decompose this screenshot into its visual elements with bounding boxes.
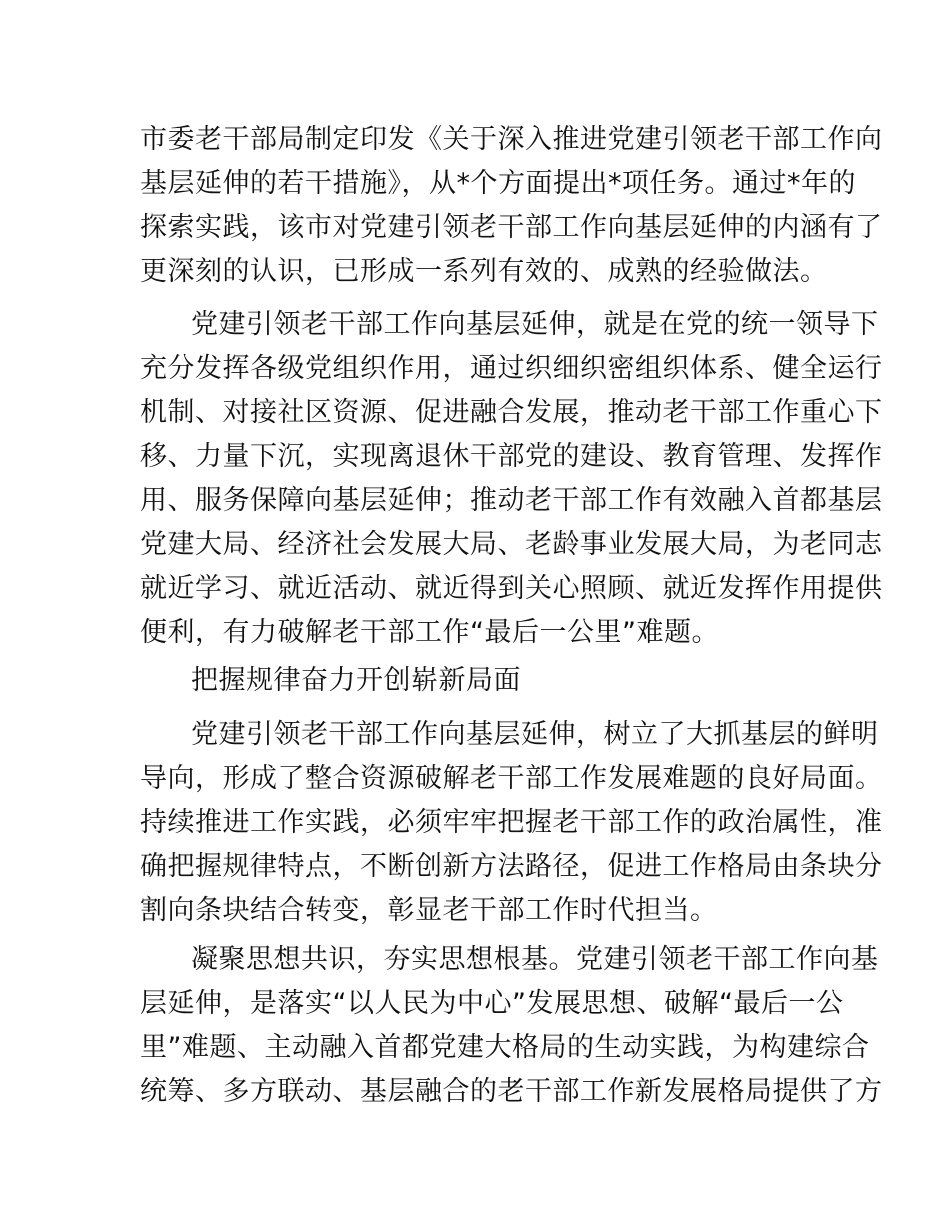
text-line: 凝聚思想共识，夯实思想根基。党建引领老干部工作向基 xyxy=(191,944,879,975)
text-line: 确把握规律特点，不断创新方法路径，促进工作格局由条块分 xyxy=(140,851,883,882)
text-line: 移、力量下沉，实现离退休干部党的建设、教育管理、发挥作 xyxy=(140,441,883,472)
text-line: 党建大局、经济社会发展大局、老龄事业发展大局，为老同志 xyxy=(140,529,883,560)
text-line: 割向条块结合转变，彰显老干部工作时代担当。 xyxy=(140,895,718,926)
text-line: 党建引领老干部工作向基层延伸，就是在党的统一领导下 xyxy=(191,309,879,340)
text-line: 持续推进工作实践，必须牢牢把握老干部工作的政治属性，准 xyxy=(140,807,883,838)
text-line: 更深刻的认识，已形成一系列有效的、成熟的经验做法。 xyxy=(140,256,828,287)
text-line: 党建引领老干部工作向基层延伸，树立了大抓基层的鲜明 xyxy=(191,719,879,750)
text-line: 基层延伸的若干措施》，从*个方面提出*项任务。通过*年的 xyxy=(140,168,856,199)
text-line: 就近学习、就近活动、就近得到关心照顾、就近发挥作用提供 xyxy=(140,573,883,604)
text-line: 用、服务保障向基层延伸；推动老干部工作有效融入首都基层 xyxy=(140,485,883,516)
text-line: 里”难题、主动融入首都党建大格局的生动实践，为构建综合 xyxy=(140,1032,870,1063)
text-line: 市委老干部局制定印发《关于深入推进党建引领老干部工作向 xyxy=(140,124,883,155)
text-line: 探索实践，该市对党建引领老干部工作向基层延伸的内涵有了 xyxy=(140,212,883,243)
text-line: 导向，形成了整合资源破解老干部工作发展难题的良好局面。 xyxy=(140,763,883,794)
text-line: 充分发挥各级党组织作用，通过织细织密组织体系、健全运行 xyxy=(140,353,883,384)
text-line: 统筹、多方联动、基层融合的老干部工作新发展格局提供了方 xyxy=(140,1076,883,1107)
text-line: 便利，有力破解老干部工作“最后一公里”难题。 xyxy=(140,617,719,648)
text-line: 层延伸，是落实“以人民为中心”发展思想、破解“最后一公 xyxy=(140,988,844,1019)
text-line: 机制、对接社区资源、促进融合发展，推动老干部工作重心下 xyxy=(140,397,883,428)
section-heading: 把握规律奋力开创崭新局面 xyxy=(191,665,521,696)
